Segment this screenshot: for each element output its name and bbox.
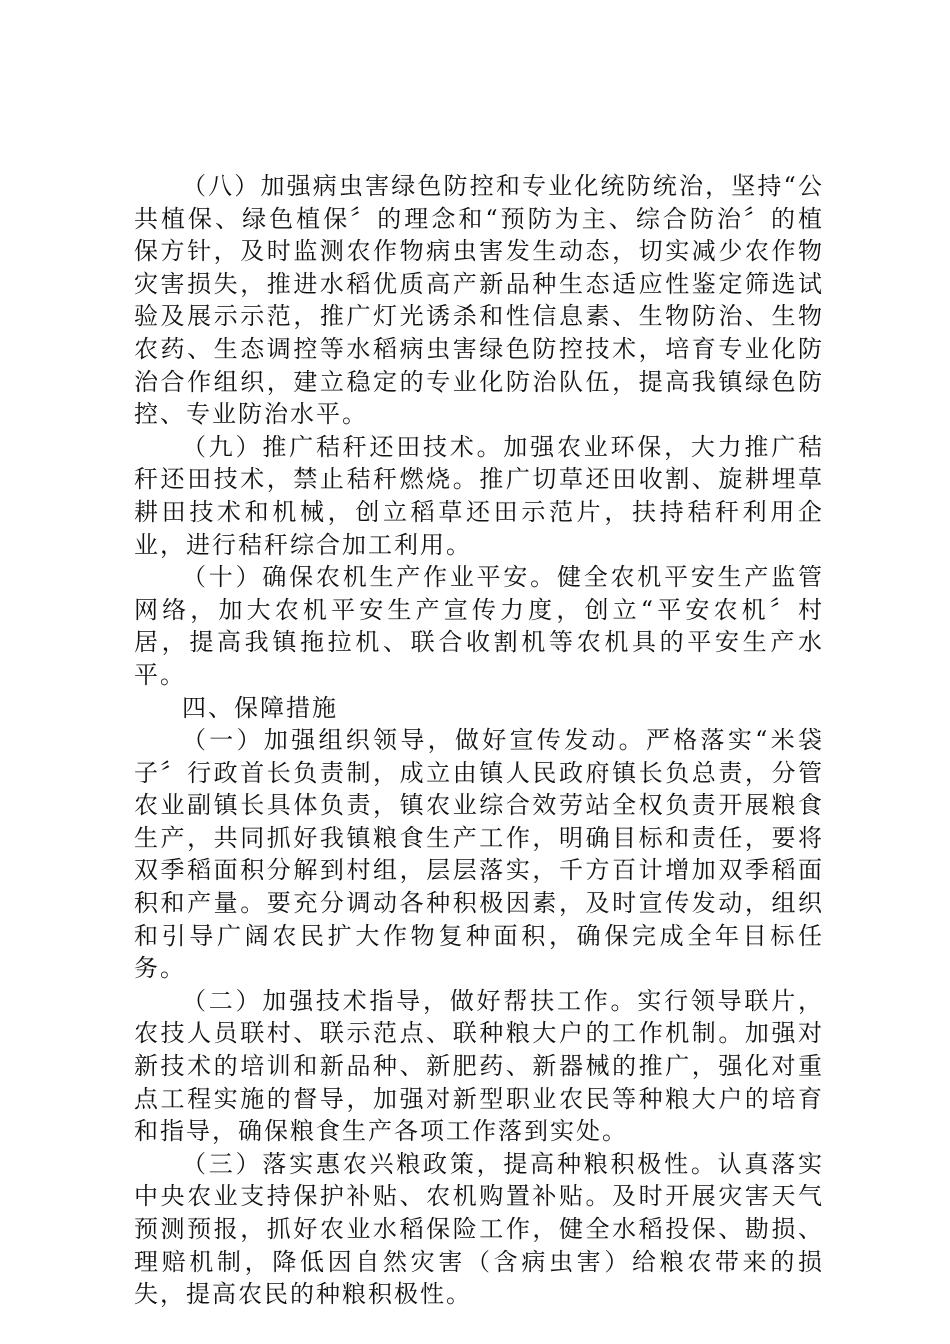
- paragraph-organization-leadership: （一）加强组织领导，做好宣传发动。严格落实“米袋子〞行政首长负责制，成立由镇人民政府镇长负总责，分管农业副镇长具体负责，镇农业综合效劳站全权负责开展粮食生产，共同抓好我镇粮食生产工作，明确目标和责任，要将双季稻面积分解到村组，层层落实，千方百计增加双季稻面积和产量。要充分调动各种积极因素，及时宣传发动，组织和引导广阔农民扩大作物复种面积，确保完成全年目标任务。: [134, 726, 824, 983]
- section-heading-safeguards: 四、保障措施: [182, 693, 338, 722]
- paragraph-farm-machinery-safety: （十）确保农机生产作业平安。健全农机平安生产监管网络，加大农机平安生产宣传力度，创立“平安农机〞村居，提高我镇拖拉机、联合收割机等农机具的平安生产水平。: [134, 563, 824, 689]
- paragraph-policy-implementation: （三）落实惠农兴粮政策，提高种粮积极性。认真落实中央农业支持保护补贴、农机购置补贴。及时开展灾害天气预测预报，抓好农业水稻保险工作，健全水稻投保、勘损、理赔机制，降低因自然灾害（含病虫害）给粮农带来的损失，提高农民的种粮积极性。: [134, 1149, 824, 1309]
- paragraph-technical-guidance: （二）加强技术指导，做好帮扶工作。实行领导联片，农技人员联村、联示范点、联种粮大户的工作机制。加强对新技术的培训和新品种、新肥药、新器械的推广，强化对重点工程实施的督导，加强对新型职业农民等种粮大户的培育和指导，确保粮食生产各项工作落到实处。: [134, 986, 824, 1146]
- document-body: [134, 170, 824, 1311]
- paragraph-straw-return: （九）推广秸秆还田技术。加强农业环保，大力推广秸秆还田技术，禁止秸秆燃烧。推广切草还田收割、旋耕埋草耕田技术和机械，创立稻草还田示范片，扶持秸秆利用企业，进行秸秆综合加工利用。: [134, 432, 824, 559]
- paragraph-pest-control: （八）加强病虫害绿色防控和专业化统防统治，坚持“公共植保、绿色植保〞的理念和“预防为主、综合防治〞的植保方针，及时监测农作物病虫害发生动态，切实减少农作物灾害损失，推进水稻优质高产新品种生态适应性鉴定筛选试验及展示示范，推广灯光诱杀和性信息素、生物防治、生物农药、生态调控等水稻病虫害绿色防控技术，培育专业化防治合作组织，建立稳定的专业化防治队伍，提高我镇绿色防控、专业防治水平。: [134, 172, 824, 429]
